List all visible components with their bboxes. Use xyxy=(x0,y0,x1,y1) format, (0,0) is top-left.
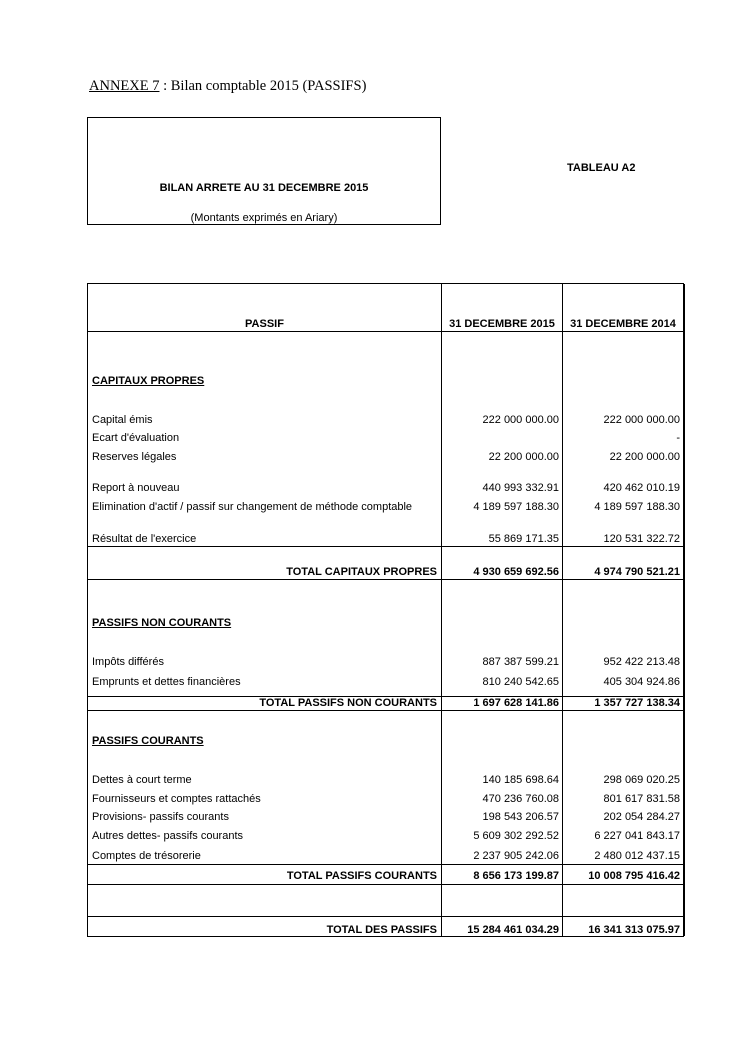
value-2014: 2 480 012 437.15 xyxy=(594,850,680,862)
column-header-2014: 31 DECEMBRE 2014 xyxy=(570,318,676,330)
table-row xyxy=(88,810,684,824)
total-2014: 1 357 727 138.34 xyxy=(594,697,680,709)
balance-title: BILAN ARRETE AU 31 DECEMBRE 2015 xyxy=(159,182,369,194)
row-divider xyxy=(88,710,683,711)
value-2014: 952 422 213.48 xyxy=(603,656,680,668)
row-label: Emprunts et dettes financières xyxy=(92,676,241,688)
total-2014: 4 974 790 521.21 xyxy=(594,566,680,578)
value-2014: 420 462 010.19 xyxy=(603,482,680,494)
grand-total-row xyxy=(88,923,684,937)
row-label: Report à nouveau xyxy=(92,482,180,494)
value-2014: 120 531 322.72 xyxy=(603,533,680,545)
value-2014: 222 000 000.00 xyxy=(603,414,680,426)
value-2014: 22 200 000.00 xyxy=(609,451,680,463)
total-row xyxy=(88,565,684,579)
total-row xyxy=(88,869,684,883)
value-2015: 222 000 000.00 xyxy=(482,414,559,426)
value-2014: 298 069 020.25 xyxy=(603,774,680,786)
value-2015: 887 387 599.21 xyxy=(482,656,559,668)
section-passifs-courants: PASSIFS COURANTS xyxy=(92,735,204,747)
row-divider xyxy=(88,331,683,332)
liabilities-table xyxy=(87,283,684,937)
row-label: Impôts différés xyxy=(92,656,164,668)
table-row xyxy=(88,413,684,427)
table-row xyxy=(88,481,684,495)
value-2015: 5 609 302 292.52 xyxy=(473,830,559,842)
total-label: TOTAL PASSIFS NON COURANTS xyxy=(259,697,437,709)
row-divider xyxy=(88,864,683,865)
row-divider xyxy=(88,579,683,580)
table-row xyxy=(88,849,684,863)
section-passifs-non-courants: PASSIFS NON COURANTS xyxy=(92,617,232,629)
row-label: Capital émis xyxy=(92,414,153,426)
table-row xyxy=(88,431,684,445)
row-label: Ecart d'évaluation xyxy=(92,432,180,444)
row-label: Autres dettes- passifs courants xyxy=(92,830,244,842)
value-2014: - xyxy=(676,432,680,444)
value-2014: 4 189 597 188.30 xyxy=(594,501,680,513)
table-row xyxy=(88,655,684,669)
row-label: Reserves légales xyxy=(92,451,177,463)
row-label: Provisions- passifs courants xyxy=(92,811,229,823)
value-2014: 801 617 831.58 xyxy=(603,793,680,805)
heading-rest: : Bilan comptable 2015 (PASSIFS) xyxy=(159,78,367,94)
value-2015: 55 869 171.35 xyxy=(488,533,559,545)
row-divider xyxy=(88,916,683,917)
value-2015: 4 189 597 188.30 xyxy=(473,501,559,513)
table-row xyxy=(88,675,684,689)
grand-total-label: TOTAL DES PASSIFS xyxy=(326,924,437,936)
total-2015: 4 930 659 692.56 xyxy=(473,566,559,578)
total-2014: 10 008 795 416.42 xyxy=(588,870,680,882)
row-divider xyxy=(88,546,683,547)
value-2015: 22 200 000.00 xyxy=(488,451,559,463)
total-label: TOTAL CAPITAUX PROPRES xyxy=(286,566,437,578)
row-label: Résultat de l'exercice xyxy=(92,533,197,545)
total-2015: 1 697 628 141.86 xyxy=(473,697,559,709)
value-2015: 2 237 905 242.06 xyxy=(473,850,559,862)
total-2015: 8 656 173 199.87 xyxy=(473,870,559,882)
value-2015: 140 185 698.64 xyxy=(482,774,559,786)
section-capitaux-propres: CAPITAUX PROPRES xyxy=(92,375,205,387)
value-2015: 198 543 206.57 xyxy=(482,811,559,823)
table-row xyxy=(88,792,684,806)
column-header-passif: PASSIF xyxy=(245,318,284,330)
value-2015: 810 240 542.65 xyxy=(482,676,559,688)
table-row xyxy=(88,450,684,464)
row-label: Dettes à court terme xyxy=(92,774,192,786)
table-row xyxy=(88,532,684,546)
value-2014: 405 304 924.86 xyxy=(603,676,680,688)
value-2014: 202 054 284.27 xyxy=(603,811,680,823)
total-label: TOTAL PASSIFS COURANTS xyxy=(286,870,437,882)
row-label: Elimination d'actif / passif sur changement de méthode comptable xyxy=(92,501,413,513)
table-reference: TABLEAU A2 xyxy=(567,162,636,174)
table-row xyxy=(88,773,684,787)
row-divider xyxy=(88,884,683,885)
total-row xyxy=(88,696,684,710)
value-2015: 470 236 760.08 xyxy=(482,793,559,805)
table-row xyxy=(88,829,684,843)
column-header-2015: 31 DECEMBRE 2015 xyxy=(449,318,555,330)
grand-total-2014: 16 341 313 075.97 xyxy=(588,924,680,936)
annex-label: ANNEXE 7 xyxy=(89,78,160,94)
row-label: Fournisseurs et comptes rattachés xyxy=(92,793,261,805)
currency-note: (Montants exprimés en Ariary) xyxy=(190,212,338,224)
value-2015: 440 993 332.91 xyxy=(482,482,559,494)
value-2014: 6 227 041 843.17 xyxy=(594,830,680,842)
title-box xyxy=(87,117,441,225)
document-heading xyxy=(89,78,366,95)
row-label: Comptes de trésorerie xyxy=(92,850,201,862)
table-row xyxy=(88,500,684,514)
grand-total-2015: 15 284 461 034.29 xyxy=(467,924,559,936)
